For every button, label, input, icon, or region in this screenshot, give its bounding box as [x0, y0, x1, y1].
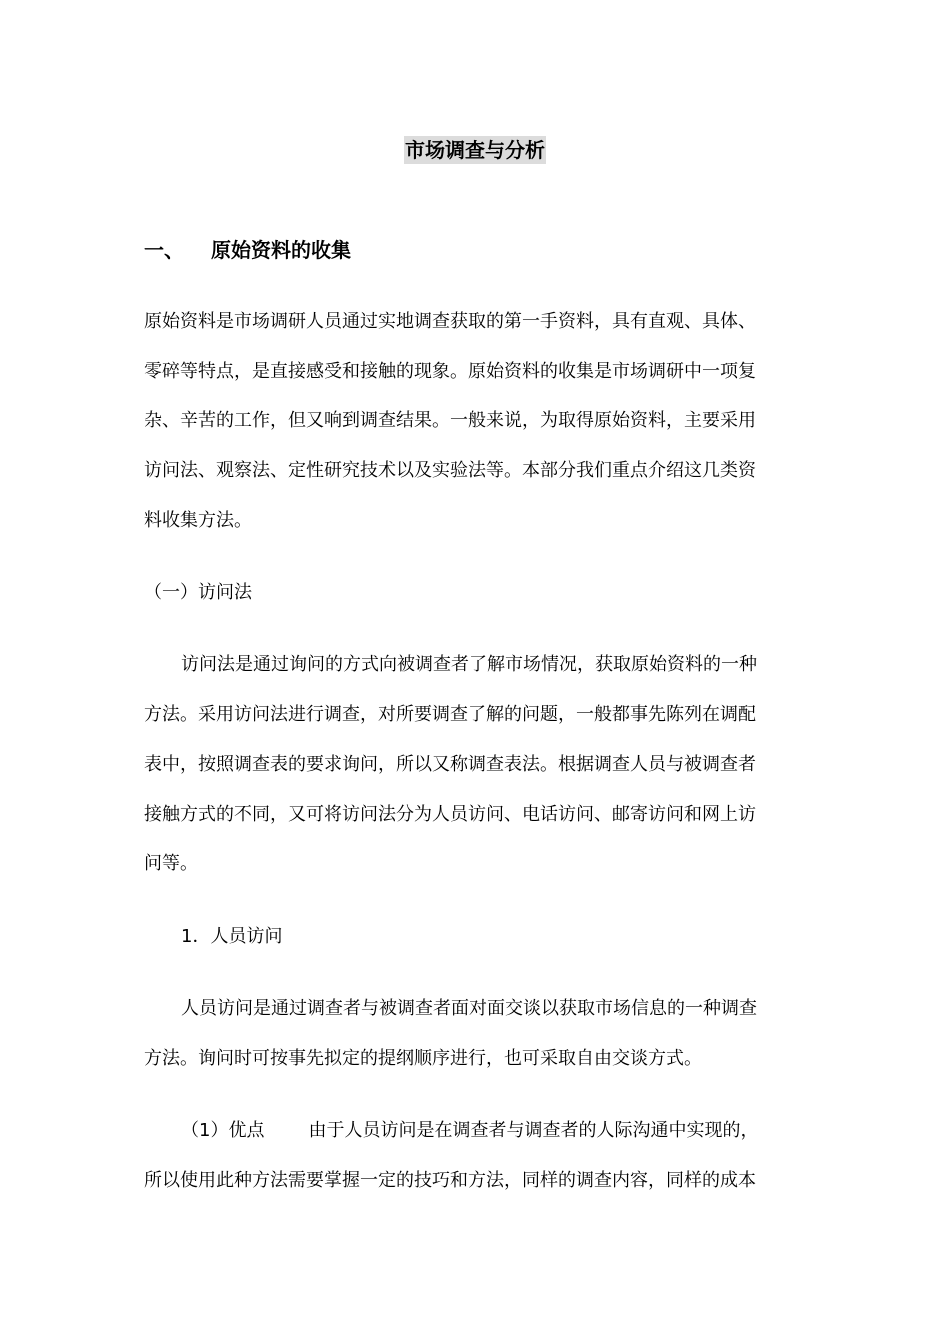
paragraph-line: 访问法是通过询问的方式向被调查者了解市场情况，获取原始资料的一种 [181, 654, 757, 675]
title-container [0, 136, 950, 164]
paragraph-line: 零碎等特点，是直接感受和接触的现象。原始资料的收集是市场调研中一项复 [144, 361, 756, 382]
point-line [181, 1118, 758, 1144]
paragraph-line: 访问法、观察法、定性研究技术以及实验法等。本部分我们重点介绍这几类资 [144, 460, 756, 481]
document-title: 市场调查与分析 [405, 138, 545, 162]
paragraph-line: 问等。 [144, 853, 198, 874]
paragraph-line: 所以使用此种方法需要掌握一定的技巧和方法，同样的调查内容，同样的成本 [144, 1170, 756, 1191]
section-title: 原始资料的收集 [211, 238, 351, 262]
point-text: 由于人员访问是在调查者与调查者的人际沟通中实现的， [308, 1120, 759, 1141]
section-number: 一、 [144, 238, 184, 262]
subsection-heading: （一）访问法 [144, 582, 252, 603]
paragraph-line: 料收集方法。 [144, 510, 252, 531]
paragraph-line: 方法。采用访问法进行调查，对所要调查了解的问题，一般都事先陈列在调配 [144, 704, 756, 725]
paragraph-line: 人员访问是通过调查者与被调查者面对面交谈以获取市场信息的一种调查 [181, 998, 757, 1019]
item-heading: 1．人员访问 [181, 926, 283, 947]
paragraph-line: 方法。询问时可按事先拟定的提纲顺序进行，也可采取自由交谈方式。 [144, 1048, 702, 1069]
paragraph-line: 杂、辛苦的工作，但又响到调查结果。一般来说，为取得原始资料，主要采用 [144, 410, 756, 431]
paragraph-line: 表中，按照调查表的要求询问，所以又称调查表法。根据调查人员与被调查者 [144, 754, 756, 775]
section-heading [144, 236, 351, 264]
paragraph-line: 接触方式的不同，又可将访问法分为人员访问、电话访问、邮寄访问和网上访 [144, 804, 756, 825]
paragraph-line: 原始资料是市场调研人员通过实地调查获取的第一手资料，具有直观、具体、 [144, 311, 756, 332]
point-label: （1）优点 [181, 1120, 265, 1141]
